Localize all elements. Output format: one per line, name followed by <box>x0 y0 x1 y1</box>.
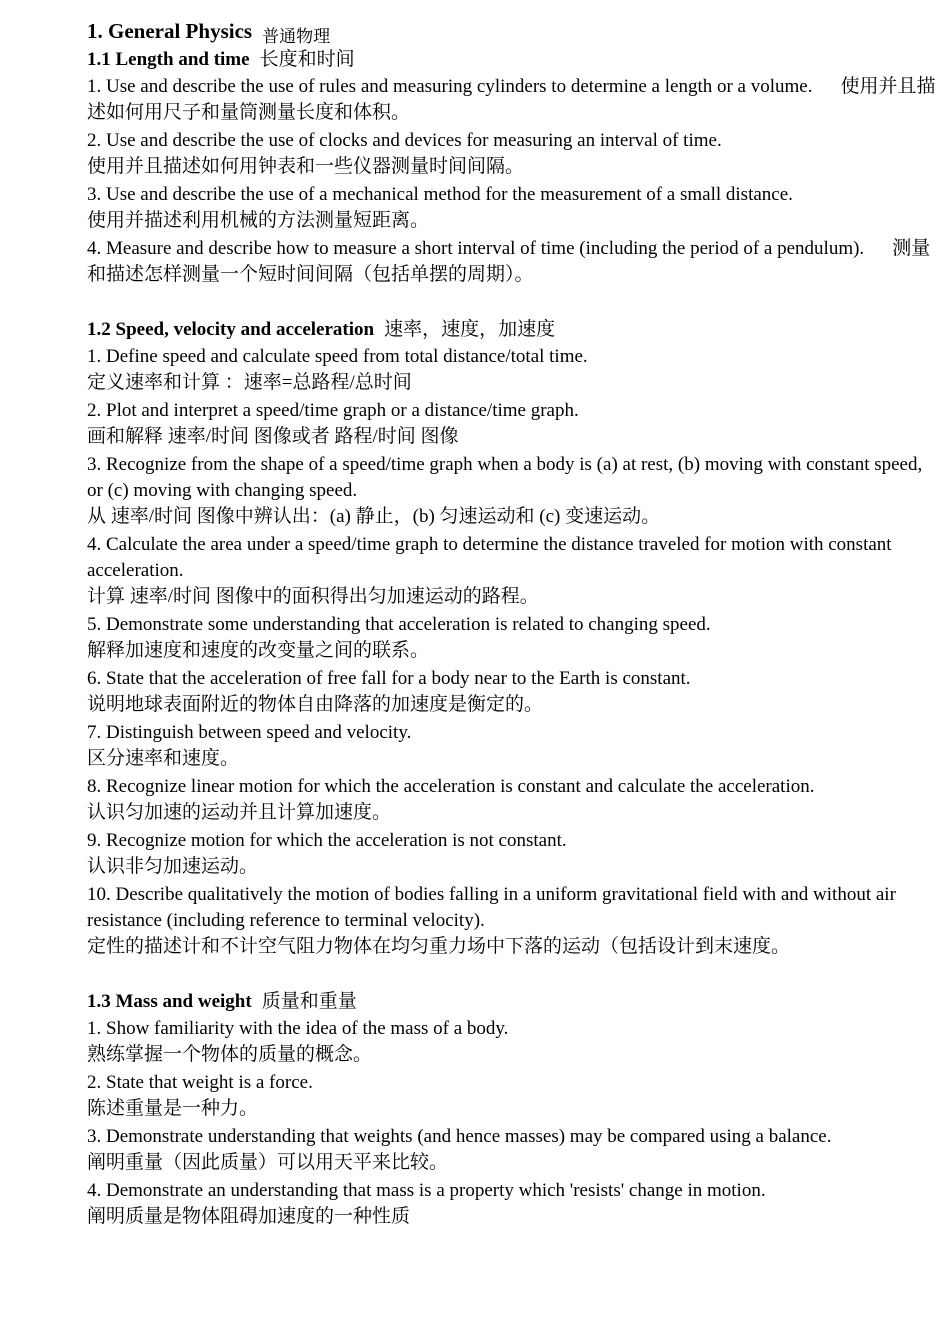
item-cn: 熟练掌握一个物体的质量的概念。 <box>87 1044 373 1065</box>
list-item <box>87 74 937 126</box>
item-cn: 解释加速度和速度的改变量之间的联系。 <box>87 640 430 661</box>
item-en: 1. Show familiarity with the idea of the mass of a body. <box>87 1018 509 1039</box>
section-heading-en: 1.1 Length and time <box>87 49 250 70</box>
list-item <box>87 1178 937 1230</box>
section-heading-cn: 速率，速度，加速度 <box>384 319 556 340</box>
item-en: 3. Use and describe the use of a mechanical method for the measurement of a small distance. <box>87 184 793 205</box>
section-heading <box>87 988 937 1016</box>
item-cn: 区分速率和速度。 <box>87 748 240 769</box>
item-cn: 认识非匀加速运动。 <box>87 856 259 877</box>
item-cn: 阐明重量（因此质量）可以用天平来比较。 <box>87 1152 449 1173</box>
list-item <box>87 1124 937 1176</box>
list-item <box>87 612 937 664</box>
section-heading-cn: 长度和时间 <box>259 49 355 70</box>
item-en: 5. Demonstrate some understanding that acceleration is related to changing speed. <box>87 614 711 635</box>
list-item <box>87 882 937 960</box>
list-item <box>87 720 937 772</box>
item-en: 3. Recognize from the shape of a speed/time graph when a body is (a) at rest, (b) moving with constant speed, or (c) moving with changing speed. <box>87 454 923 501</box>
item-cn: 定性的描述计和不计空气阻力物体在均匀重力场中下落的运动（包括设计到末速度。 <box>87 936 791 957</box>
document-page <box>87 16 937 1232</box>
item-en: 2. Use and describe the use of clocks and devices for measuring an interval of time. <box>87 130 722 151</box>
item-en: 2. State that weight is a force. <box>87 1072 313 1093</box>
section-heading-en: 1.3 Mass and weight <box>87 991 252 1012</box>
item-cn: 从 速率/时间 图像中辨认出：(a) 静止，(b) 匀速运动和 (c) 变速运动。 <box>87 506 661 527</box>
list-item <box>87 532 937 610</box>
list-item <box>87 182 937 234</box>
list-item <box>87 452 937 530</box>
item-en: 10. Describe qualitatively the motion of bodies falling in a uniform gravitational field with and without air resistance (including reference to terminal velocity). <box>87 884 896 931</box>
item-cn: 计算 速率/时间 图像中的面积得出匀加速运动的路程。 <box>87 586 539 607</box>
section-heading <box>87 316 937 344</box>
item-en: 4. Calculate the area under a speed/time graph to determine the distance traveled for motion with constant acceleration. <box>87 534 892 581</box>
page-title <box>87 16 937 46</box>
list-item <box>87 666 937 718</box>
item-en: 8. Recognize linear motion for which the acceleration is constant and calculate the acceleration. <box>87 776 815 797</box>
section-heading <box>87 46 937 74</box>
section-gap <box>87 962 937 988</box>
item-cn: 阐明质量是物体阻碍加速度的一种性质 <box>87 1206 411 1227</box>
item-cn: 陈述重量是一种力。 <box>87 1098 259 1119</box>
section-heading-en: 1.2 Speed, velocity and acceleration <box>87 319 375 340</box>
list-item <box>87 398 937 450</box>
item-en: 9. Recognize motion for which the acceleration is not constant. <box>87 830 567 851</box>
list-item <box>87 128 937 180</box>
item-en: 7. Distinguish between speed and velocity. <box>87 722 412 743</box>
list-item <box>87 1070 937 1122</box>
item-cn: 使用并且描述如何用钟表和一些仪器测量时间间隔。 <box>87 156 525 177</box>
section-heading-cn: 质量和重量 <box>261 991 357 1012</box>
list-item <box>87 1016 937 1068</box>
item-en: 1. Use and describe the use of rules and measuring cylinders to determine a length or a volume. <box>87 76 813 97</box>
item-cn: 认识匀加速的运动并且计算加速度。 <box>87 802 392 823</box>
item-cn: 说明地球表面附近的物体自由降落的加速度是衡定的。 <box>87 694 544 715</box>
item-en: 2. Plot and interpret a speed/time graph or a distance/time graph. <box>87 400 579 421</box>
item-cn: 定义速率和计算 ：速率=总路程/总时间 <box>87 372 412 393</box>
list-item <box>87 236 937 288</box>
item-cn: 使用并描述利用机械的方法测量短距离。 <box>87 210 430 231</box>
page-title-cn: 普通物理 <box>262 27 331 46</box>
item-en: 4. Demonstrate an understanding that mass is a property which 'resists' change in motion. <box>87 1180 766 1201</box>
item-en: 3. Demonstrate understanding that weights (and hence masses) may be compared using a balance. <box>87 1126 832 1147</box>
list-item <box>87 828 937 880</box>
item-cn: 画和解释 速率/时间 图像或者 路程/时间 图像 <box>87 426 459 447</box>
list-item <box>87 344 937 396</box>
item-cn: 使用并且描述如何用尺子和量筒测量长度和体积。 <box>87 76 936 123</box>
item-cn: 测量和描述怎样测量一个短时间间隔（包括单摆的周期）。 <box>87 238 931 285</box>
page-title-en: 1. General Physics <box>87 19 253 43</box>
item-en: 4. Measure and describe how to measure a short interval of time (including the period of a pendulum). <box>87 238 865 259</box>
section-gap <box>87 290 937 316</box>
list-item <box>87 774 937 826</box>
item-en: 6. State that the acceleration of free fall for a body near to the Earth is constant. <box>87 668 691 689</box>
item-en: 1. Define speed and calculate speed from total distance/total time. <box>87 346 588 367</box>
